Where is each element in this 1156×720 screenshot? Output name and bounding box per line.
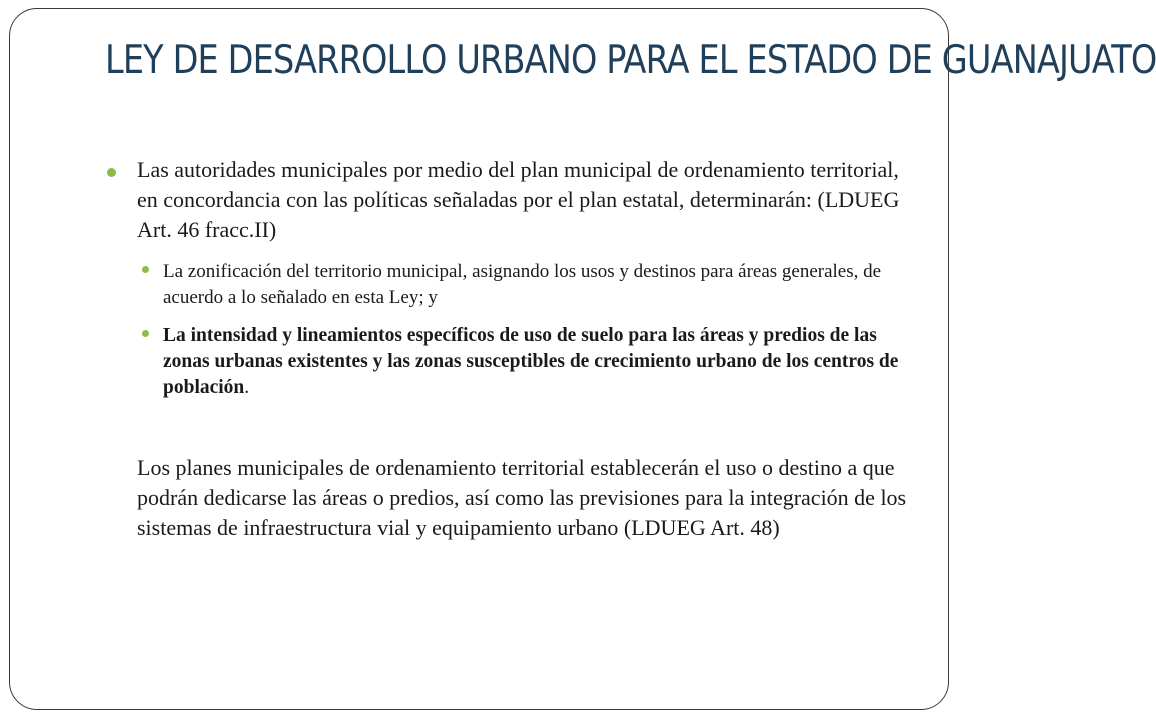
bullet-dot-level2 [142, 330, 149, 337]
bullet-text-3 [163, 323, 908, 401]
bullet-text-2: La zonificación del territorio municipal, asignando los usos y destinos para áreas generales, de acuerdo a lo señalado en esta Ley; y [163, 261, 882, 308]
bullet-dot-level1 [107, 168, 116, 177]
bullet-dot-level2 [142, 266, 149, 273]
bullet-text-1: Las autoridades municipales por medio del plan municipal de ordenamiento territorial, en concordancia con las políticas señaladas por el plan estatal, determinarán: (LDUEG Art. 46 fracc.II) [137, 157, 900, 242]
slide-title: LEY DE DESARROLLO URBANO PARA EL ESTADO DE GUANAJUATO [105, 38, 1156, 83]
bullet-text-3-trailing: . [244, 377, 250, 398]
body-paragraph: Los planes municipales de ordenamiento territorial establecerán el uso o destino a que podrán dedicarse las áreas o predios, así como las previsiones para la integración de los sistemas de infraestructura vial y equipamiento urbano (LDUEG Art. 48) [137, 455, 907, 540]
bullet-text-3-bold: La intensidad y lineamientos específicos de uso de suelo para las áreas y predios de las zonas urbanas existentes y las zonas susceptibles de crecimiento urbano de los centros de población [163, 325, 899, 398]
